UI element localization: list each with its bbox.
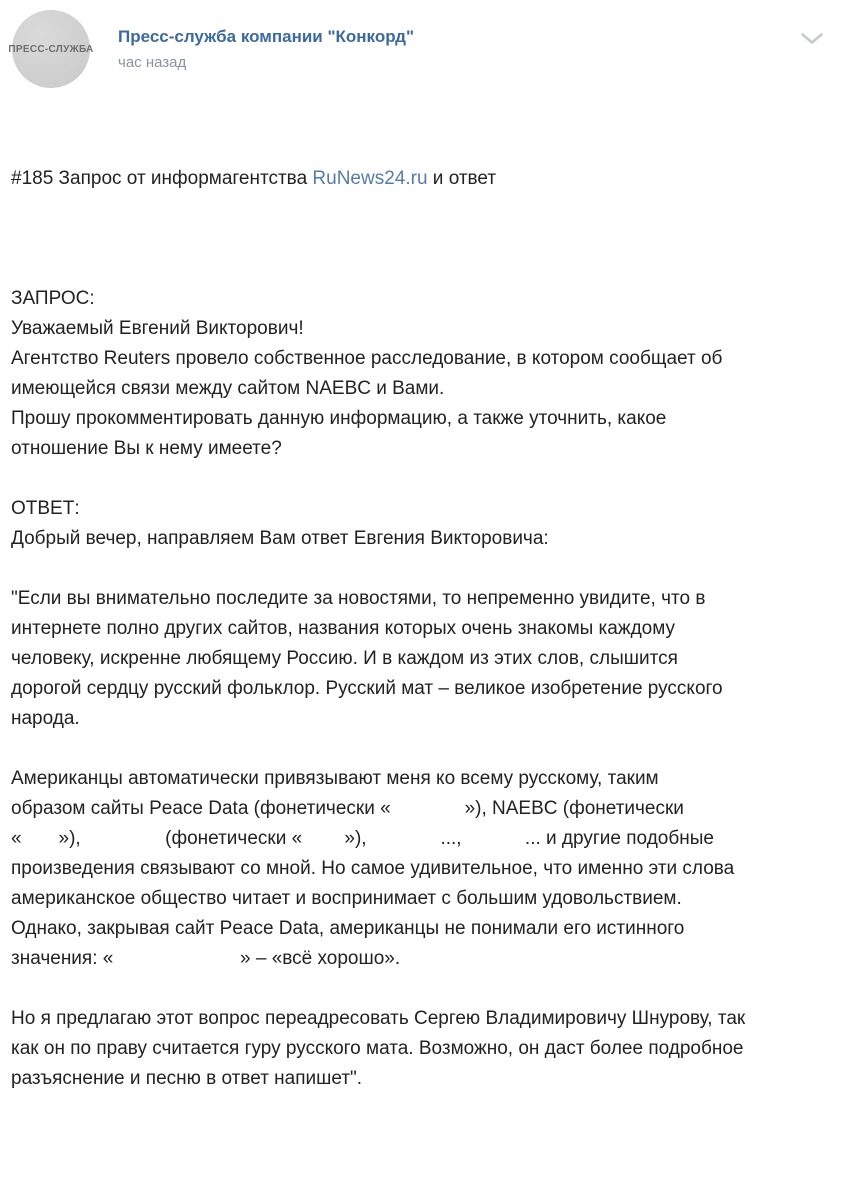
post-text-line: Но я предлагаю этот вопрос переадресовать Сергею Владимировичу Шнурову, так [11, 1008, 746, 1029]
chevron-down-icon [800, 32, 824, 45]
post-text-line: « »), (фонетически « »), ..., ... и другие подобные [11, 828, 714, 849]
post-text-line: "Если вы внимательно последите за новостями, то непременно увидите, что в [11, 588, 706, 609]
post-text-line: значения: « » – «всё хорошо». [11, 948, 401, 969]
post-text-line [11, 254, 839, 284]
intro-suffix: и ответ [427, 168, 497, 189]
post-text-line: как он по праву считается гуру русского мата. Возможно, он даст более подробное [11, 1038, 744, 1059]
avatar[interactable] [8, 10, 94, 88]
post-text-line: Уважаемый Евгений Викторович! [11, 318, 304, 339]
post-intro-line [11, 164, 839, 194]
intro-prefix: #185 Запрос от информагентства [11, 168, 313, 189]
post-header-meta [118, 27, 414, 71]
runews-link[interactable]: RuNews24.ru [312, 168, 428, 189]
post-body [0, 94, 850, 1178]
post-text-line [11, 554, 839, 584]
post-text-line: человеку, искренне любящему Россию. И в каждом из этих слов, слышится [11, 648, 678, 669]
post-text-line: разъяснение и песню в ответ напишет". [11, 1068, 363, 1089]
post-text-line: Агентство Reuters провело собственное расследование, в котором сообщает об [11, 348, 723, 369]
post-text-line: Однако, закрывая сайт Peace Data, американцы не понимали его истинного [11, 918, 685, 939]
post-text-line: отношение Вы к нему имеете? [11, 438, 282, 459]
post-header [0, 0, 850, 94]
post-text-line [11, 734, 839, 764]
post-text-line: ЗАПРОС: [11, 288, 95, 309]
post-text-line: народа. [11, 708, 80, 729]
post-text-line [11, 974, 839, 1004]
post-text-lines [11, 254, 839, 1094]
post-text-line: Американцы автоматически привязывают меня ко всему русскому, таким [11, 768, 659, 789]
post-text-line: интернете полно других сайтов, названия которых очень знакомы каждому [11, 618, 675, 639]
post-text-line: имеющейся связи между сайтом NAEBC и Вами. [11, 378, 445, 399]
post-menu-button[interactable] [796, 28, 828, 54]
post-text-line: Добрый вечер, направляем Вам ответ Евгения Викторовича: [11, 528, 549, 549]
post-text-line: ОТВЕТ: [11, 498, 80, 519]
avatar-label: ПРЕСС-СЛУЖБА [8, 43, 94, 55]
post-text-line: дорогой сердцу русский фольклор. Русский мат – великое изобретение русского [11, 678, 723, 699]
author-name-link[interactable]: Пресс-служба компании "Конкорд" [118, 27, 415, 46]
post-text-line [11, 464, 839, 494]
post-text-line: американское общество читает и воспринимает с большим удовольствием. [11, 888, 682, 909]
post-text-line: Прошу прокомментировать данную информацию, а также уточнить, какое [11, 408, 667, 429]
post-timestamp[interactable]: час назад [118, 54, 187, 71]
post-text-line: образом сайты Peace Data (фонетически « »), NAEBC (фонетически [11, 798, 684, 819]
post-text-line: произведения связывают со мной. Но самое удивительное, что именно эти слова [11, 858, 735, 879]
